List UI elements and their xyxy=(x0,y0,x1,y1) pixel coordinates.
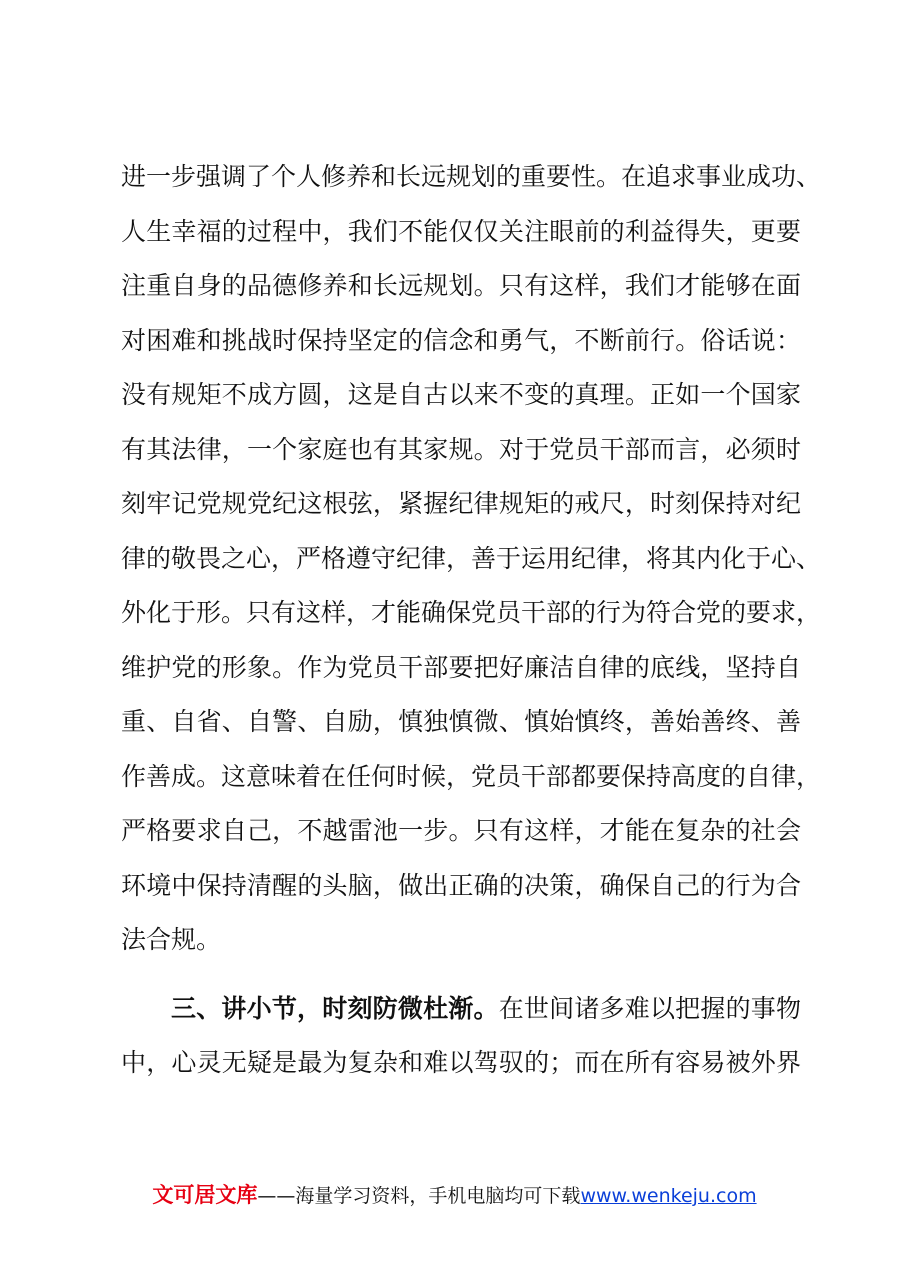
paragraph-line: 人生幸福的过程中，我们不能仅仅关注眼前的利益得失，更要 xyxy=(121,216,801,246)
paragraph-line: 进一步强调了个人修养和长远规划的重要性。在追求事业成功、 xyxy=(121,162,822,191)
footer-tagline: ——海量学习资料，手机电脑均可下载 xyxy=(257,1185,581,1207)
section-heading-line xyxy=(121,982,801,1037)
footer-brand: 文可居文库 xyxy=(152,1183,258,1207)
section-heading: 三、讲小节，时刻防微杜渐。 xyxy=(171,993,499,1023)
paragraph-spacer xyxy=(121,968,801,982)
paragraph-line: 对困难和挑战时保持坚定的信念和勇气，不断前行。俗话说： xyxy=(121,325,801,355)
paragraph-line: 维护党的形象。作为党员干部要把好廉洁自律的底线，坚持自 xyxy=(121,652,801,682)
document-body xyxy=(121,150,822,1091)
paragraph-line: 外化于形。只有这样，才能确保党员干部的行为符合党的要求， xyxy=(121,598,822,627)
paragraph-line: 法合规。 xyxy=(121,925,222,954)
paragraph-line: 严格要求自己，不越雷池一步。只有这样，才能在复杂的社会 xyxy=(121,816,801,845)
paragraph-line: 环境中保持清醒的头脑，做出正确的决策，确保自己的行为合 xyxy=(121,870,801,900)
paragraph-line: 没有规矩不成方圆，这是自古以来不变的真理。正如一个国家 xyxy=(121,380,801,409)
section-heading-rest: 在世间诸多难以把握的事物 xyxy=(498,993,801,1023)
paragraph-line: 刻牢记党规党纪这根弦，紧握纪律规矩的戒尺，时刻保持对纪 xyxy=(121,489,801,518)
paragraph-line: 注重自身的品德修养和长远规划。只有这样，我们才能够在面 xyxy=(121,271,801,300)
paragraph-line: 中，心灵无疑是最为复杂和难以驾驭的；而在所有容易被外界 xyxy=(121,1048,801,1077)
footer-website-link[interactable]: www.wenkeju.com xyxy=(580,1185,757,1207)
paragraph-line: 有其法律，一个家庭也有其家规。对于党员干部而言，必须时 xyxy=(121,434,801,464)
page-footer xyxy=(0,1180,909,1211)
paragraph-line: 作善成。这意味着在任何时候，党员干部都要保持高度的自律， xyxy=(121,761,822,791)
paragraph-line: 重、自省、自警、自励，慎独慎微、慎始慎终，善始善终、善 xyxy=(121,707,801,736)
paragraph-line: 律的敬畏之心，严格遵守纪律，善于运用纪律，将其内化于心、 xyxy=(121,543,822,573)
